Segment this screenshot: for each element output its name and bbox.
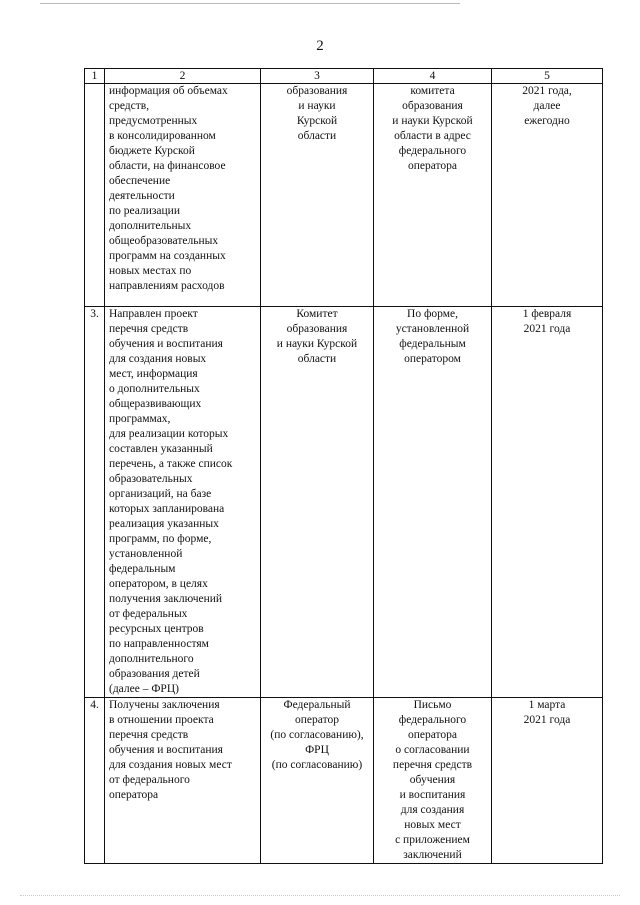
event-cell: информация об объемах средств, предусмотренных в консолидированном бюджете Курской области, на финансовое обеспечение деятельности по реализации дополнительных общеобразовательных программ на созданных новых местах по направлениям расходов xyxy=(105,84,261,307)
document-cell: По форме, установленной федеральным оператором xyxy=(374,307,492,698)
responsible-cell: Комитет образования и науки Курской области xyxy=(261,307,374,698)
page-number: 2 xyxy=(316,38,324,54)
row-number: 4. xyxy=(85,698,105,864)
header-cell-4: 4 xyxy=(374,69,492,84)
header-cell-2: 2 xyxy=(105,69,261,84)
responsible-cell: образования и науки Курской области xyxy=(261,84,374,307)
header-cell-1: 1 xyxy=(85,69,105,84)
table-row xyxy=(85,307,603,698)
document-cell: Письмо федерального оператора о согласовании перечня средств обучения и воспитания для создания новых мест с приложением заключений xyxy=(374,698,492,864)
deadline-cell: 1 февраля 2021 года xyxy=(492,307,603,698)
event-cell: Направлен проект перечня средств обучения и воспитания для создания новых мест, информация о дополнительных общеразвивающих программах, для реализации которых составлен указанный перечень, а также список образовательных организаций, на базе которых запланирована реализация указанных программ, по форме, установленной федеральным оператором, в целях получения заключений от федеральных ресурсных центров по направленностям дополнительного образования детей (далее – ФРЦ) xyxy=(105,307,261,698)
top-rule xyxy=(40,3,460,4)
plan-table xyxy=(84,68,603,864)
table-row xyxy=(85,84,603,307)
event-cell: Получены заключения в отношении проекта перечня средств обучения и воспитания для создания новых мест от федерального оператора xyxy=(105,698,261,864)
header-cell-5: 5 xyxy=(492,69,603,84)
header-cell-3: 3 xyxy=(261,69,374,84)
row-number xyxy=(85,84,105,307)
deadline-cell: 2021 года, далее ежегодно xyxy=(492,84,603,307)
deadline-cell: 1 марта 2021 года xyxy=(492,698,603,864)
bottom-scan-edge xyxy=(20,895,620,897)
header-row xyxy=(85,69,603,84)
row-number: 3. xyxy=(85,307,105,698)
document-cell: комитета образования и науки Курской области в адрес федерального оператора xyxy=(374,84,492,307)
responsible-cell: Федеральный оператор (по согласованию), ФРЦ (по согласованию) xyxy=(261,698,374,864)
table-row xyxy=(85,698,603,864)
